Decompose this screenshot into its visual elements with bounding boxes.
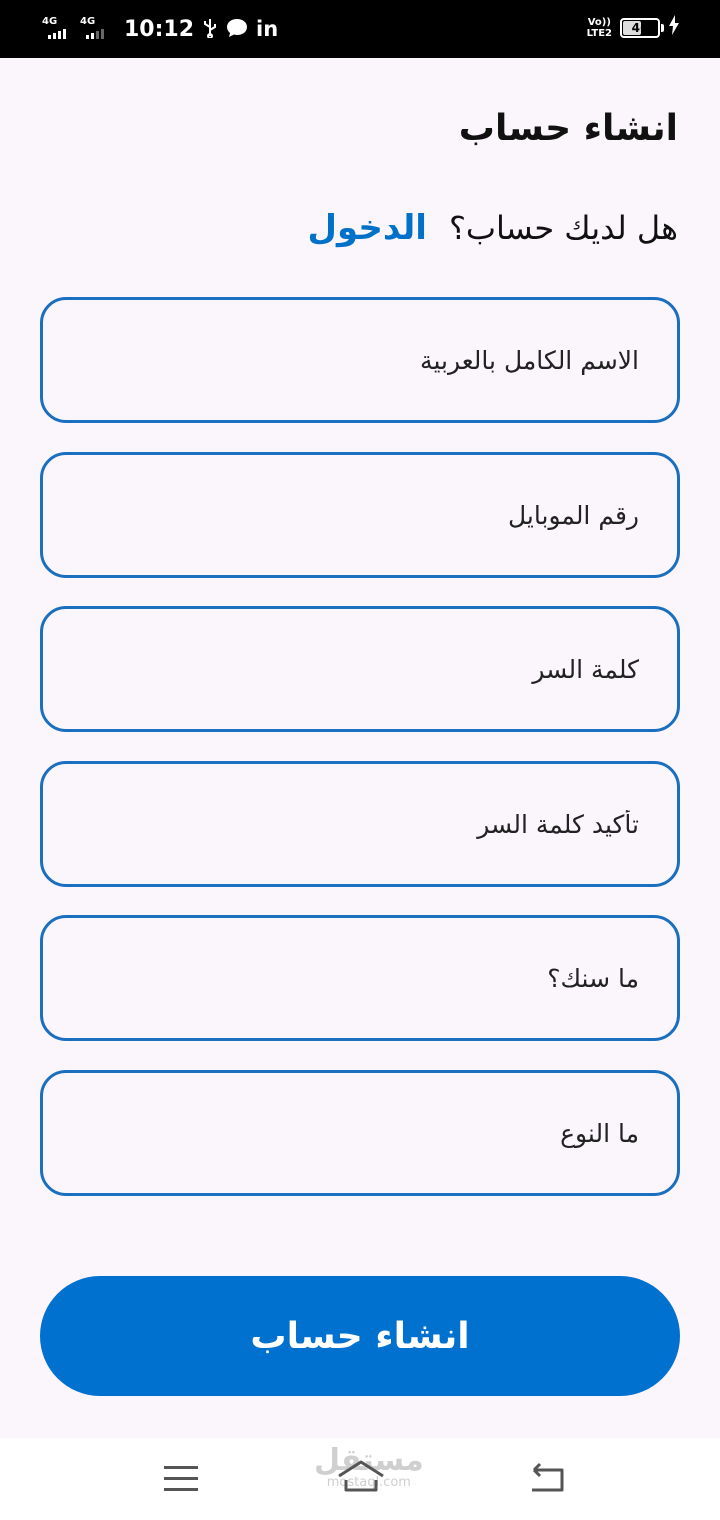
create-account-button[interactable]: انشاء حساب (40, 1276, 680, 1396)
watermark-main: مستقل (314, 1443, 424, 1478)
charging-bolt-icon (668, 15, 680, 40)
watermark-sub: mostaql.com (326, 1475, 411, 1490)
battery-icon (620, 18, 660, 38)
linkedin-icon: in (256, 17, 279, 41)
mobile-number-field[interactable] (40, 452, 680, 578)
back-icon[interactable] (528, 1460, 568, 1496)
network-type-2: 4G (80, 16, 96, 27)
status-bar (0, 0, 720, 58)
volte-line-1: Vo)) (587, 16, 611, 28)
volte-icon (587, 17, 612, 39)
menu-icon[interactable] (164, 1466, 198, 1492)
navigation-bar (0, 1438, 720, 1520)
gender-field[interactable] (40, 1070, 680, 1196)
login-link[interactable]: الدخول (307, 208, 427, 248)
network-type-1: 4G (42, 16, 58, 27)
status-right (587, 15, 680, 40)
status-left (42, 12, 278, 46)
battery-level: 46 (631, 20, 649, 35)
age-field[interactable] (40, 915, 680, 1041)
password-field[interactable] (40, 606, 680, 732)
volte-line-2: LTE2 (586, 27, 612, 39)
login-question: هل لديك حساب؟ (448, 209, 678, 247)
clock: 10:12 (124, 16, 195, 42)
page-title: انشاء حساب (458, 108, 678, 149)
signal-icon-2 (80, 17, 110, 41)
home-icon[interactable] (336, 1456, 386, 1496)
full-name-field[interactable] (40, 297, 680, 423)
login-prompt (308, 208, 678, 248)
confirm-password-field[interactable] (40, 761, 680, 887)
usb-icon (202, 18, 218, 41)
chat-bubble-icon (226, 18, 248, 41)
signal-icon-1 (42, 17, 72, 41)
